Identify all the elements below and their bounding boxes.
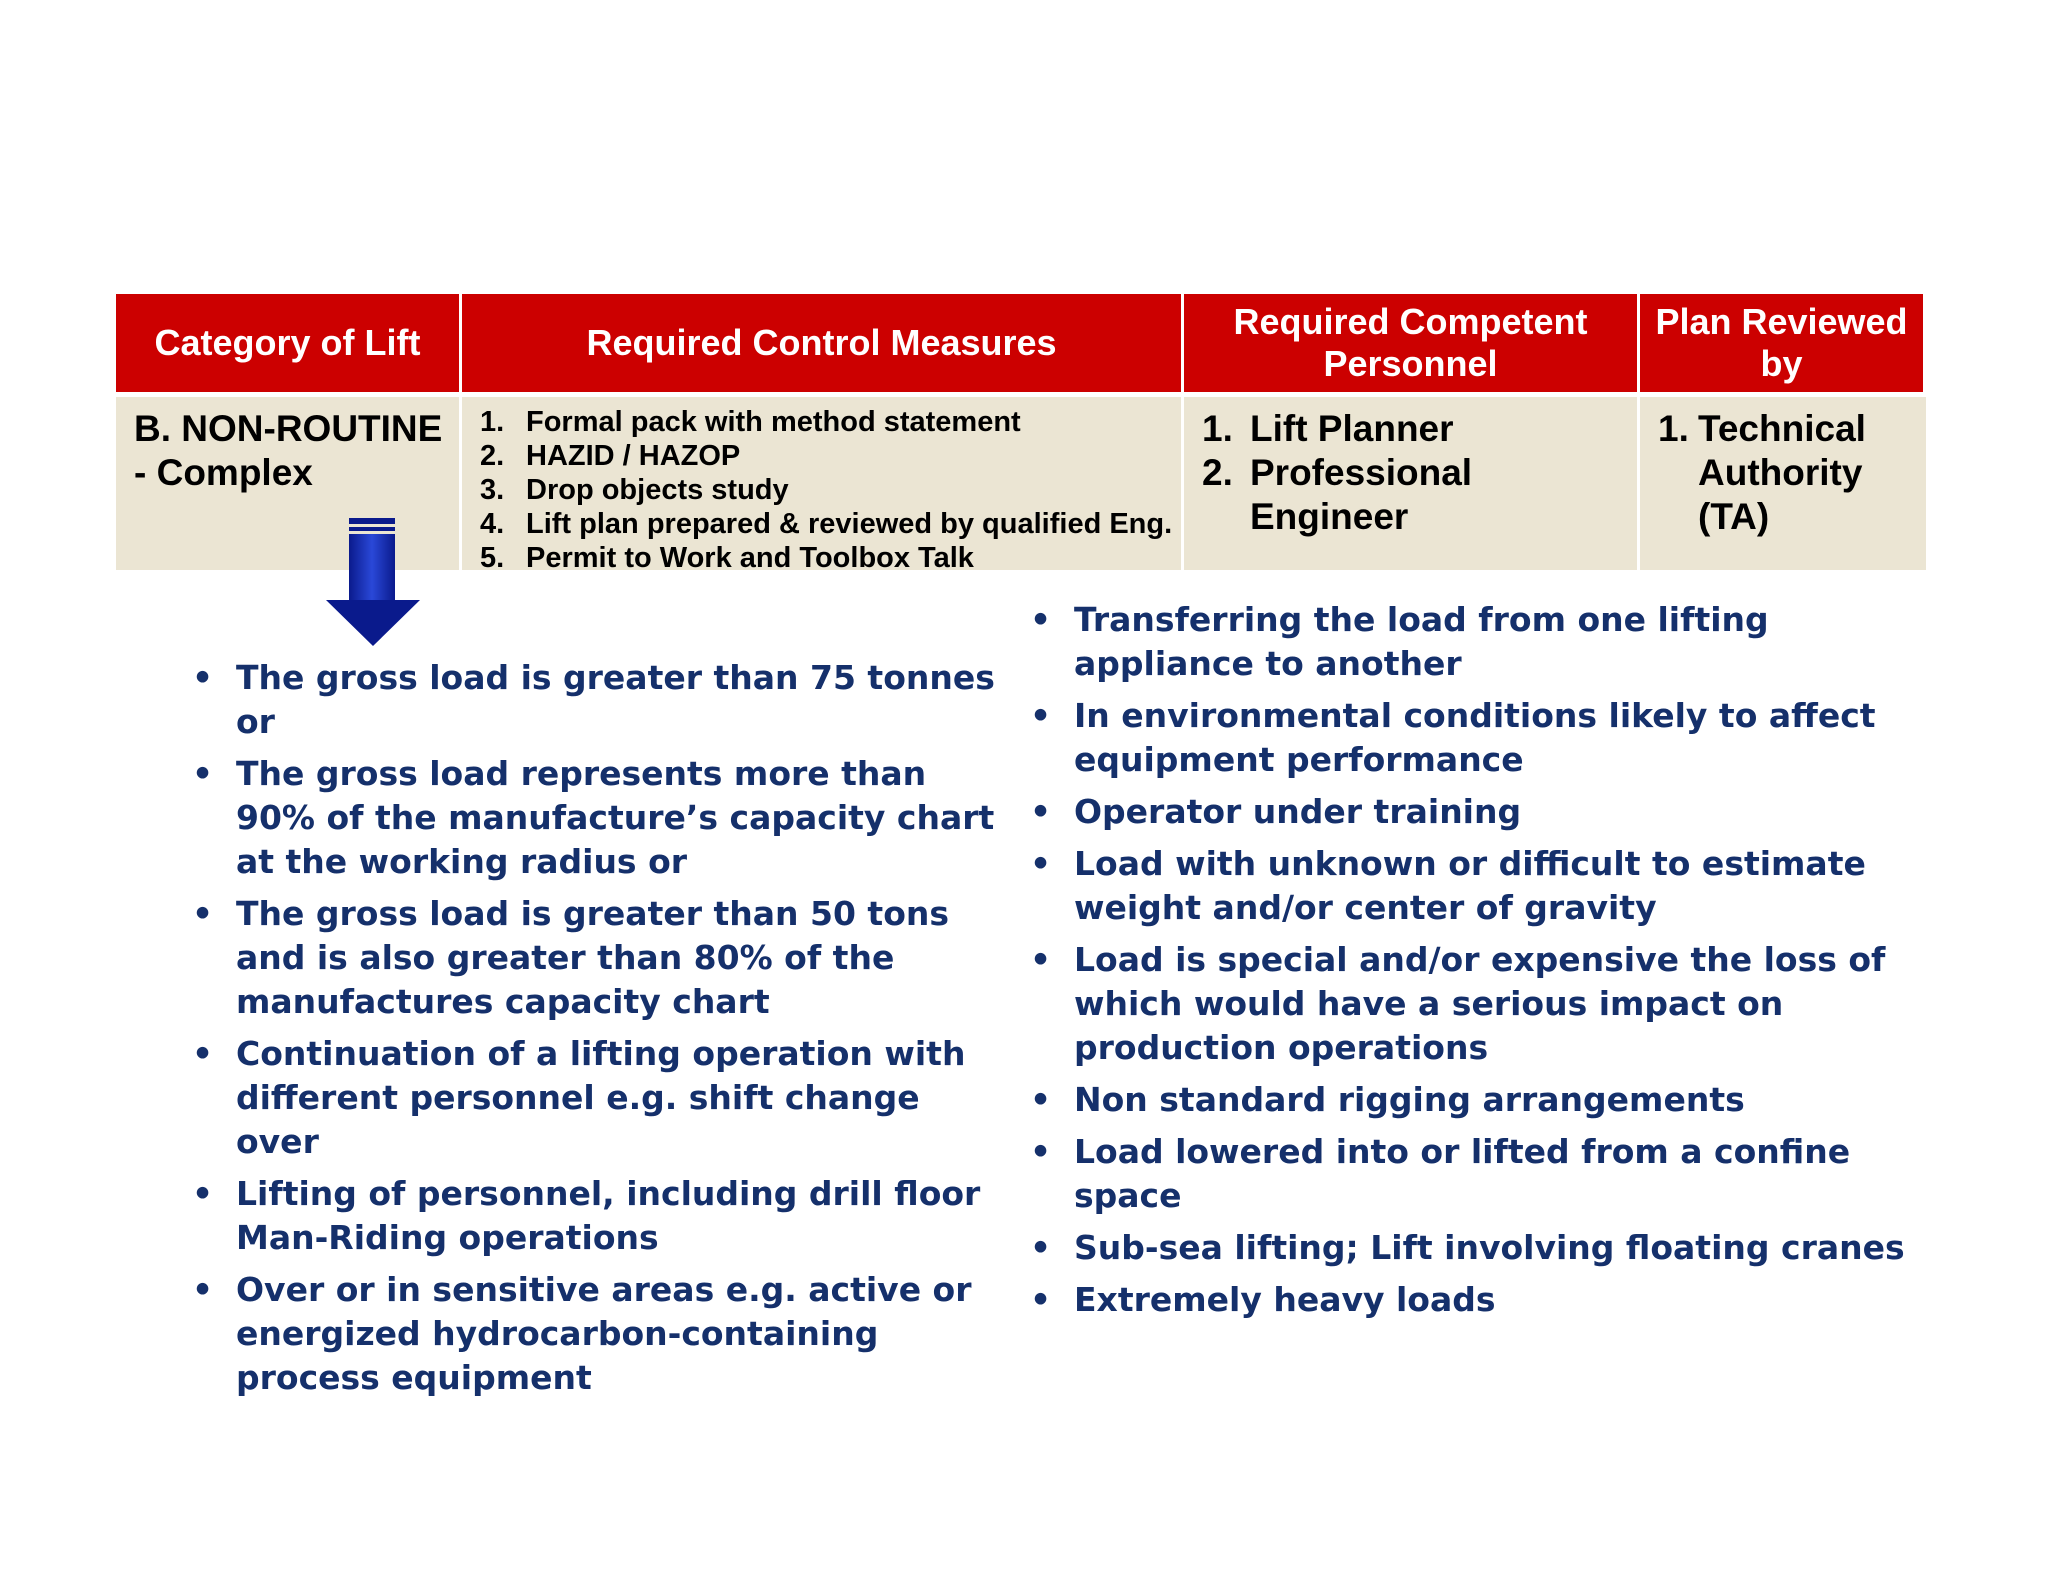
list-item: • Transferring the load from one lifting appliance to another [1030,600,1769,683]
list-item: • Load lowered into or lifted from a confine space [1030,1132,1851,1215]
list-item: • The gross load is greater than 50 tons and is also greater than 80% of the manufactures capacity chart [192,894,949,1021]
list-item: • Load with unknown or difficult to estimate weight and/or center of gravity [1030,844,1866,927]
list-item: • Extremely heavy loads [1030,1280,1496,1319]
control-measures-list [462,397,1181,575]
header-category: Category of Lift [116,294,462,392]
list-item: 2. Professional Engineer [1202,452,1473,537]
list-item: • Lifting of personnel, including drill floor Man-Riding operations [192,1174,981,1257]
list-item: 1. Technical Authority (TA) [1658,408,1866,537]
criteria-left-list [192,656,1012,1408]
list-item: • The gross load represents more than 90% of the manufacture’s capacity chart at the working radius or [192,754,995,881]
list-item: • Sub-sea lifting; Lift involving floating cranes [1030,1228,1905,1267]
personnel-list [1184,397,1637,539]
header-reviewed-by: Plan Reviewed by [1640,294,1926,392]
cell-reviewed-by [1640,392,1926,570]
category-text: B. NON-ROUTINE - Complex [134,408,443,493]
list-item: • Over or in sensitive areas e.g. active or energized hydrocarbon-containing process equipment [192,1270,972,1397]
header-competent-personnel: Required Competent Personnel [1184,294,1640,392]
list-item: • In environmental conditions likely to affect equipment performance [1030,696,1876,779]
list-item: 1. Lift Planner [1202,408,1454,449]
cell-personnel [1184,392,1640,570]
list-item: • Operator under training [1030,792,1522,831]
cell-control-measures [462,392,1184,574]
list-item: • Continuation of a lifting operation with different personnel e.g. shift change over [192,1034,966,1161]
list-item: • The gross load is greater than 75 tonnes or [192,658,995,741]
criteria-right-list [1030,598,1910,1330]
list-item: • Non standard rigging arrangements [1030,1080,1745,1119]
reviewed-by-list [1640,397,1926,539]
down-arrow-icon [326,518,420,648]
header-control-measures: Required Control Measures [462,294,1184,392]
list-item: 1. Formal pack with method statement [480,406,1021,438]
list-item: 5. Permit to Work and Toolbox Talk [480,542,974,574]
list-item: • Load is special and/or expensive the loss of which would have a serious impact on production operations [1030,940,1886,1067]
list-item: 2. HAZID / HAZOP [480,440,741,472]
list-item: 3. Drop objects study [480,474,789,506]
list-item: 4. Lift plan prepared & reviewed by qualified Eng. [480,508,1173,540]
